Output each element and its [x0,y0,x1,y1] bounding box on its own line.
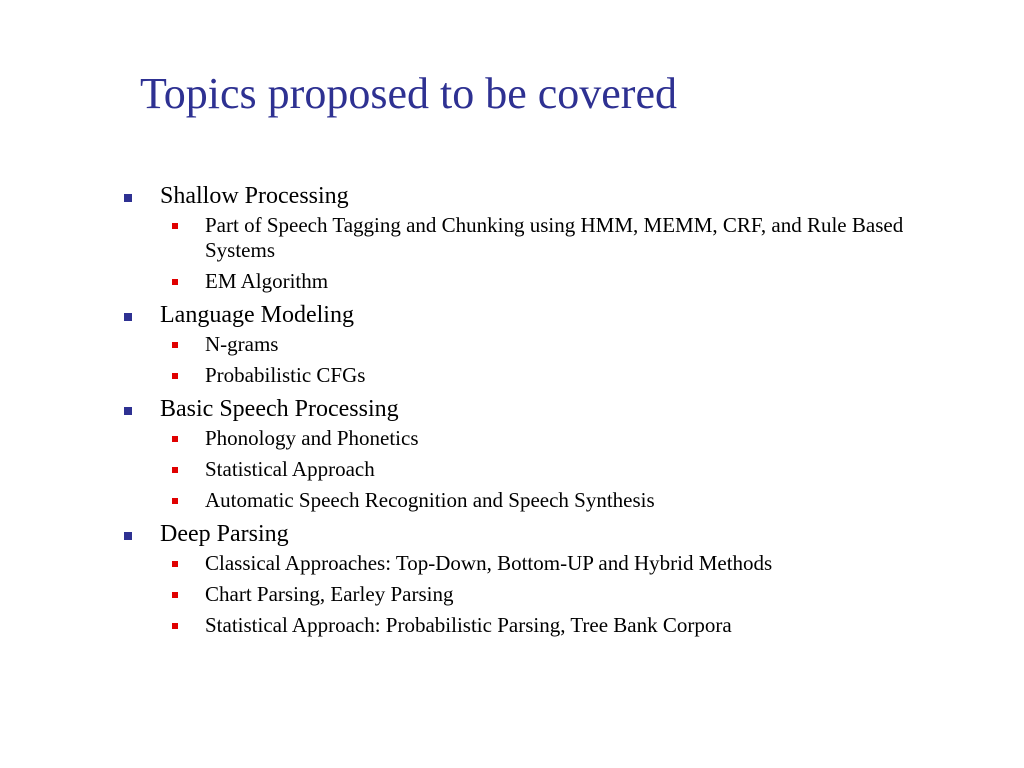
topic-item [120,519,960,638]
topic-item [120,394,960,513]
subtopic-label: N-grams [205,332,279,356]
slide-title: Topics proposed to be covered [140,69,677,118]
topic-label: Basic Speech Processing [160,396,399,422]
small-square-bullet-icon [172,342,178,348]
small-square-bullet-icon [172,498,178,504]
small-square-bullet-icon [172,592,178,598]
small-square-bullet-icon [172,436,178,442]
subtopic-item [160,488,960,513]
subtopic-label: Classical Approaches: Top-Down, Bottom-UP and Hybrid Methods [205,551,773,575]
subtopic-label: Chart Parsing, Earley Parsing [205,582,454,606]
subtopic-item [160,213,960,263]
small-square-bullet-icon [172,279,178,285]
subtopic-item [160,332,960,357]
subtopic-label: Part of Speech Tagging and Chunking using HMM, MEMM, CRF, and Rule Based Systems [205,213,904,262]
subtopic-list [160,426,960,513]
subtopic-item [160,457,960,482]
subtopic-label: Automatic Speech Recognition and Speech Synthesis [205,488,655,512]
subtopic-label: EM Algorithm [205,269,329,293]
subtopic-item [160,582,960,607]
square-bullet-icon [124,194,132,202]
small-square-bullet-icon [172,467,178,473]
small-square-bullet-icon [172,623,178,629]
subtopic-list [160,332,960,388]
subtopic-label: Phonology and Phonetics [205,426,419,450]
subtopic-list [160,213,960,294]
square-bullet-icon [124,532,132,540]
subtopic-item [160,613,960,638]
topic-label: Language Modeling [160,302,354,328]
small-square-bullet-icon [172,373,178,379]
square-bullet-icon [124,407,132,415]
small-square-bullet-icon [172,561,178,567]
subtopic-label: Statistical Approach: Probabilistic Parsing, Tree Bank Corpora [205,613,732,637]
subtopic-item [160,363,960,388]
subtopic-list [160,551,960,638]
subtopic-label: Statistical Approach [205,457,375,481]
subtopic-item [160,269,960,294]
topic-label: Shallow Processing [160,183,349,209]
topic-label: Deep Parsing [160,521,289,547]
subtopic-item [160,551,960,576]
topic-item [120,181,960,294]
topic-list [120,181,960,644]
topic-item [120,300,960,388]
subtopic-item [160,426,960,451]
small-square-bullet-icon [172,223,178,229]
subtopic-label: Probabilistic CFGs [205,363,366,387]
square-bullet-icon [124,313,132,321]
